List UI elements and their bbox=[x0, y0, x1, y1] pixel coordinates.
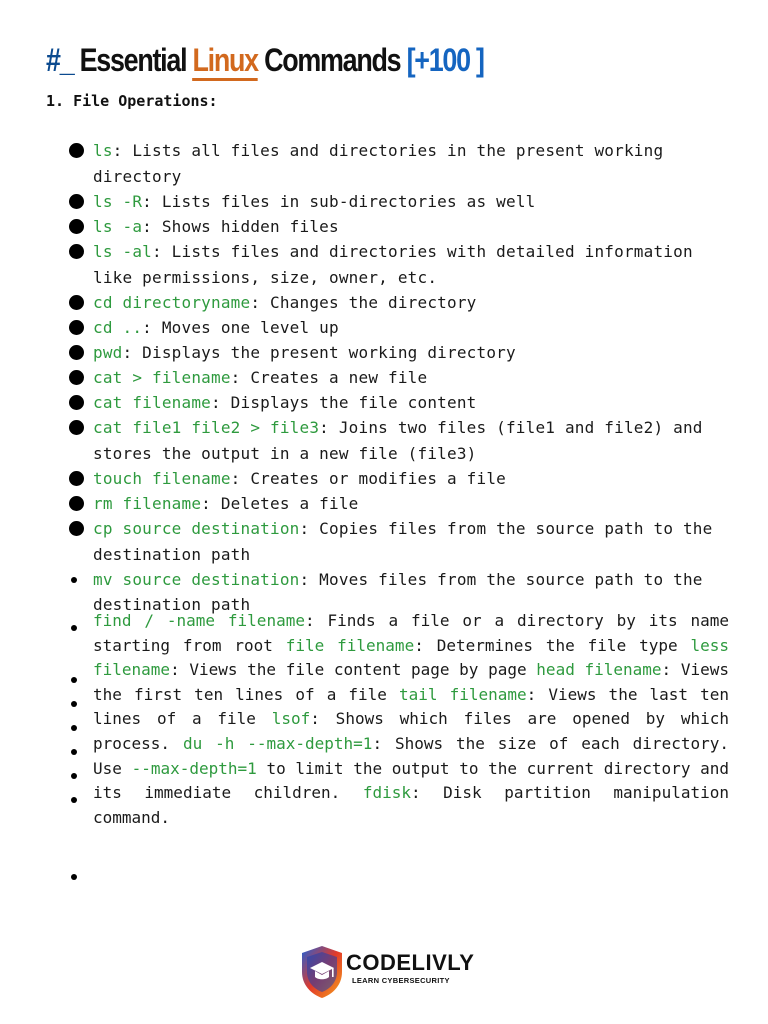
command-description: : Lists files in sub-directories as well bbox=[142, 192, 536, 211]
command-description: : Shows the size of each directory. Use bbox=[93, 733, 729, 778]
bullet-icon bbox=[69, 143, 84, 158]
command-name: ls bbox=[93, 141, 113, 160]
list-item bbox=[0, 290, 729, 316]
command-name: cd .. bbox=[93, 318, 143, 337]
bullet-icon bbox=[69, 219, 84, 234]
command-description: : Views the first ten lines of a file bbox=[93, 660, 729, 704]
section-heading: 1. File Operations: bbox=[46, 92, 218, 110]
command-name: touch filename bbox=[93, 469, 231, 488]
small-bullet-icon bbox=[71, 625, 77, 631]
command-name: --max-depth=1 bbox=[131, 758, 257, 778]
command-name: du -h --max-depth=1 bbox=[182, 733, 373, 753]
bullet-icon bbox=[69, 244, 84, 259]
command-name: mv source destination bbox=[93, 570, 300, 589]
command-name: ls -a bbox=[93, 217, 143, 236]
bullet-icon bbox=[69, 370, 84, 385]
command-description: : Joins two files (file1 and file2) and stores the output in a new file (file3) bbox=[93, 418, 703, 463]
small-bullet-icon bbox=[71, 749, 77, 755]
command-description: : Views the last ten lines of a file bbox=[93, 684, 730, 729]
title-word-essential: Essential bbox=[79, 42, 187, 78]
list-item bbox=[0, 516, 729, 568]
command-description: : Changes the directory bbox=[250, 293, 477, 312]
list-item bbox=[0, 315, 729, 341]
command-name: less filename bbox=[93, 635, 729, 680]
command-name: ls -al bbox=[93, 242, 152, 261]
logo-brand: CODELIVLY bbox=[346, 950, 475, 975]
command-name: cp source destination bbox=[93, 519, 300, 538]
command-name: ls -R bbox=[93, 192, 143, 211]
command-name: head filename bbox=[536, 660, 662, 680]
command-description: : Displays the present working directory bbox=[122, 343, 516, 362]
title-word-linux: Linux bbox=[192, 42, 257, 81]
command-name: find / -name filename bbox=[93, 611, 305, 630]
list-item bbox=[0, 340, 729, 366]
list-item bbox=[0, 491, 729, 517]
list-item bbox=[0, 415, 729, 467]
small-bullet-icon bbox=[71, 677, 77, 683]
command-description: : Creates or modifies a file bbox=[230, 469, 506, 488]
command-name: tail filename bbox=[398, 684, 527, 704]
list-item bbox=[0, 214, 729, 240]
list-item bbox=[0, 390, 729, 416]
command-name: cat file1 file2 > file3 bbox=[93, 418, 320, 437]
small-bullet-icon bbox=[71, 874, 77, 880]
list-item bbox=[0, 466, 729, 492]
list-item bbox=[0, 138, 729, 190]
command-description: : Deletes a file bbox=[201, 494, 359, 513]
command-name: fdisk bbox=[362, 783, 411, 803]
command-description: : Views the file content page by page bbox=[170, 660, 537, 680]
bullet-icon bbox=[69, 345, 84, 360]
command-description: : Shows hidden files bbox=[142, 217, 339, 236]
command-description: : Disk partition manipulation command. bbox=[93, 783, 729, 827]
bullet-icon bbox=[69, 320, 84, 335]
bullet-icon bbox=[69, 194, 84, 209]
command-description: : Determines the file type bbox=[414, 635, 691, 655]
bullet-icon bbox=[69, 420, 84, 435]
command-description: : Moves one level up bbox=[142, 318, 339, 337]
small-bullet-icon bbox=[71, 773, 77, 779]
bullet-icon bbox=[69, 395, 84, 410]
command-description: : Creates a new file bbox=[230, 368, 428, 387]
command-description: to limit the output to the current directory and its immediate children. bbox=[93, 758, 730, 803]
command-description: : Lists files and directories with detailed information like permissions, size, owner, etc. bbox=[93, 242, 693, 287]
title-count: [+100 ] bbox=[406, 42, 484, 78]
command-name: file filename bbox=[285, 635, 415, 655]
command-description: : Copies files from the source path to the destination path bbox=[93, 519, 713, 564]
command-name: lsof bbox=[271, 709, 311, 729]
command-list bbox=[0, 138, 768, 616]
small-bullet-icon bbox=[71, 797, 77, 803]
logo-tagline: LEARN CYBERSECURITY bbox=[352, 976, 450, 985]
command-description: : Moves files from the source path to the destination path bbox=[93, 570, 703, 614]
bullet-icon bbox=[69, 521, 84, 536]
command-description: : Lists all files and directories in the present working directory bbox=[93, 141, 664, 186]
command-description: : Shows which files are opened by which process. bbox=[93, 709, 729, 753]
bullet-icon bbox=[69, 496, 84, 511]
command-name: rm filename bbox=[93, 494, 202, 513]
list-item bbox=[0, 239, 729, 291]
command-paragraph bbox=[93, 609, 729, 830]
small-bullet-icon bbox=[71, 725, 77, 731]
command-description: : Displays the file content bbox=[211, 393, 477, 412]
command-name: cat filename bbox=[93, 393, 211, 412]
bullet-icon bbox=[69, 295, 84, 310]
small-bullet-icon bbox=[71, 701, 77, 707]
codelivly-logo bbox=[298, 944, 475, 1000]
command-description: : Finds a file or a directory by its name starting from root bbox=[93, 611, 729, 655]
command-name: cd directoryname bbox=[93, 293, 251, 312]
title-hash: #_ bbox=[46, 42, 74, 78]
list-item bbox=[0, 365, 729, 391]
small-bullet-icon bbox=[71, 577, 77, 583]
title-word-commands: Commands bbox=[264, 42, 401, 78]
list-item bbox=[0, 189, 729, 215]
page-title bbox=[46, 42, 484, 79]
shield-icon bbox=[298, 944, 346, 1000]
bullet-icon bbox=[69, 471, 84, 486]
command-name: cat > filename bbox=[93, 368, 231, 387]
command-name: pwd bbox=[93, 343, 123, 362]
